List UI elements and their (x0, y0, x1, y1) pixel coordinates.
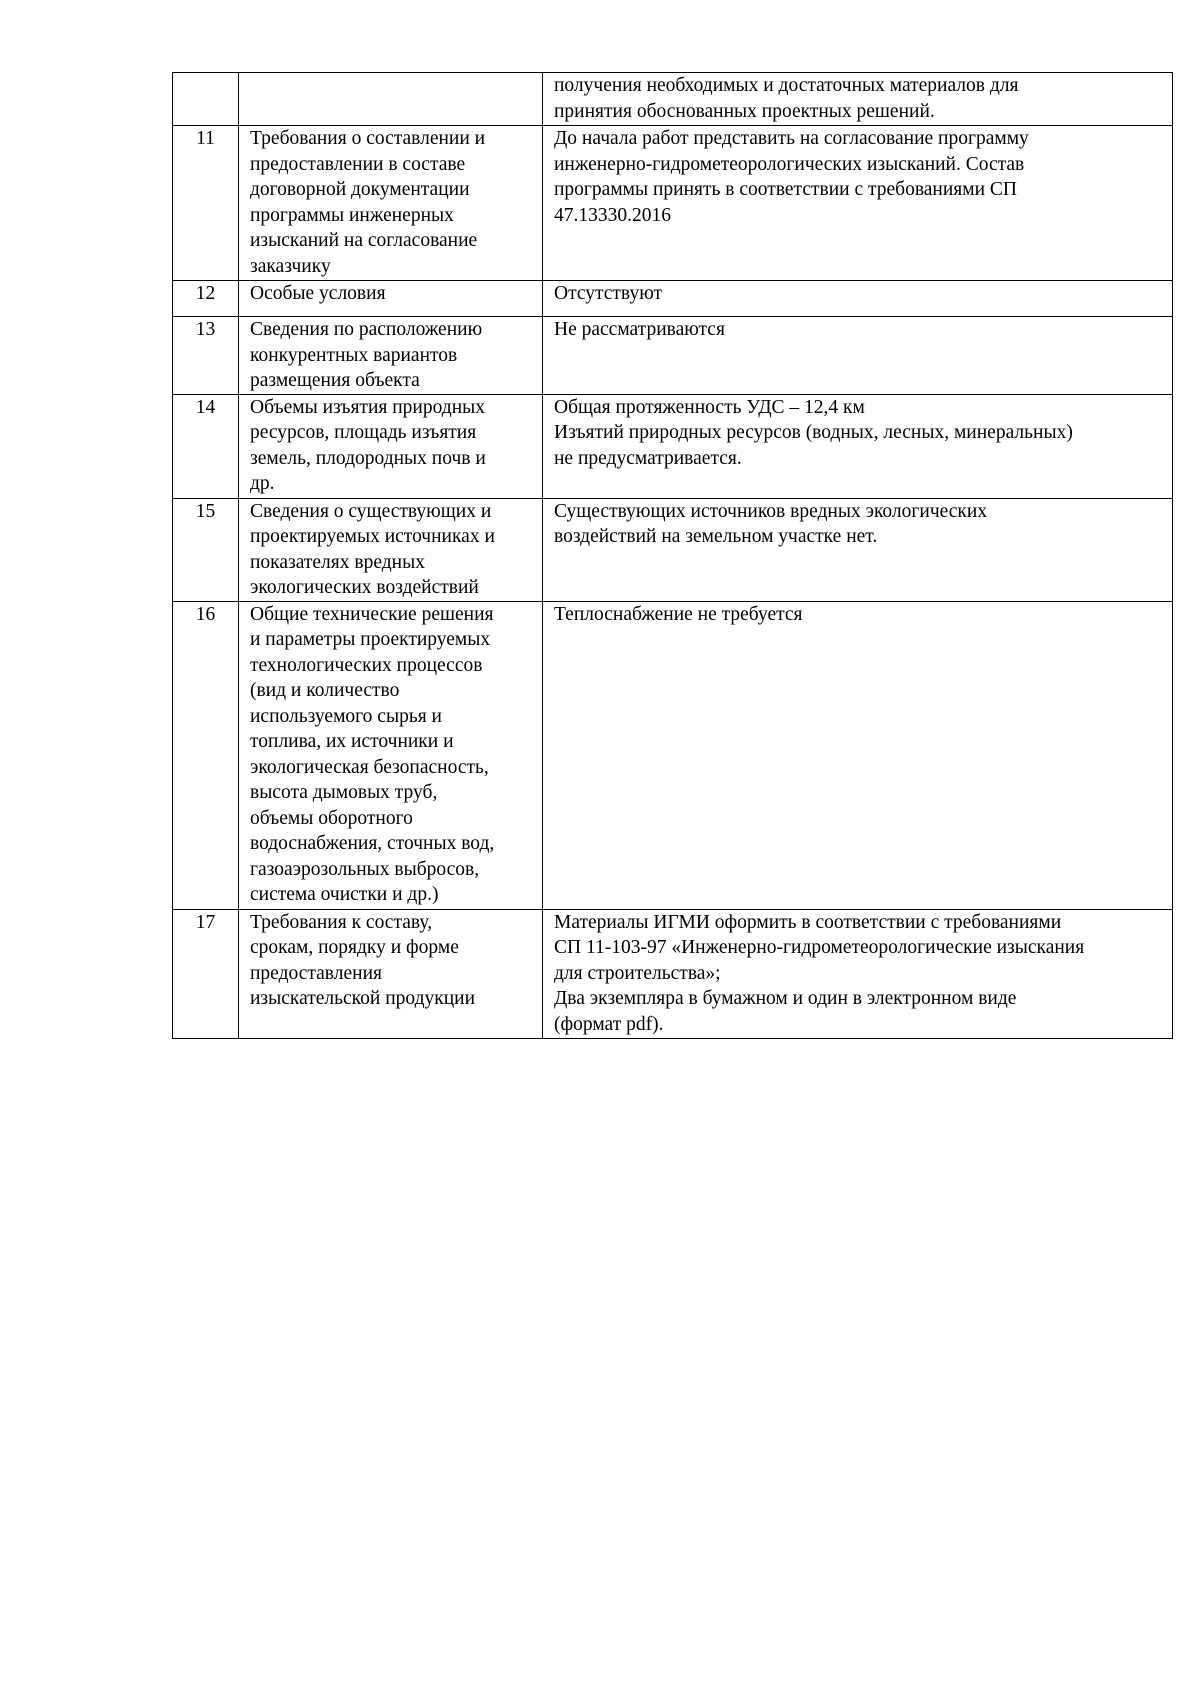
parameter-cell: Особые условия (239, 281, 543, 317)
row-number-cell: 11 (173, 126, 239, 281)
row-number-cell: 14 (173, 394, 239, 498)
parameter-cell: Сведения по расположению конкурентных вариантов размещения объекта (239, 317, 543, 395)
table-row (173, 909, 1173, 1038)
value-cell: Отсутствуют (543, 281, 1173, 317)
row-number-cell: 15 (173, 498, 239, 601)
value-cell: Теплоснабжение не требуется (543, 601, 1173, 909)
row-number-cell: 12 (173, 281, 239, 317)
parameter-cell (239, 73, 543, 126)
row-number-cell (173, 73, 239, 126)
table-row (173, 601, 1173, 909)
requirements-table (172, 72, 1173, 1039)
parameter-cell: Требования к составу, срокам, порядку и форме предоставления изыскательской продукции (239, 909, 543, 1038)
table-row (173, 394, 1173, 498)
value-cell: До начала работ представить на согласование программу инженерно-гидрометеорологических изысканий. Состав программы принять в соответствии с требованиями СП 47.13330.2016 (543, 126, 1173, 281)
value-cell: получения необходимых и достаточных материалов для принятия обоснованных проектных решений. (543, 73, 1173, 126)
table-row (173, 73, 1173, 126)
parameter-cell: Требования о составлении и предоставлении в составе договорной документации программы инженерных изысканий на согласование заказчику (239, 126, 543, 281)
parameter-cell: Объемы изъятия природных ресурсов, площадь изъятия земель, плодородных почв и др. (239, 394, 543, 498)
value-cell: Не рассматриваются (543, 317, 1173, 395)
value-cell: Материалы ИГМИ оформить в соответствии с требованиями СП 11-103-97 «Инженерно-гидрометеорологические изыскания для строительства»; Два экземпляра в бумажном и один в электронном виде (формат pdf). (543, 909, 1173, 1038)
row-number-cell: 16 (173, 601, 239, 909)
value-cell: Существующих источников вредных экологических воздействий на земельном участке нет. (543, 498, 1173, 601)
value-cell: Общая протяженность УДС – 12,4 км Изъятий природных ресурсов (водных, лесных, минеральных) не предусматривается. (543, 394, 1173, 498)
table-row (173, 126, 1173, 281)
table-row (173, 317, 1173, 395)
parameter-cell: Сведения о существующих и проектируемых источниках и показателях вредных экологических воздействий (239, 498, 543, 601)
table-row (173, 281, 1173, 317)
table-row (173, 498, 1173, 601)
row-number-cell: 17 (173, 909, 239, 1038)
row-number-cell: 13 (173, 317, 239, 395)
parameter-cell: Общие технические решения и параметры проектируемых технологических процессов (вид и количество используемого сырья и топлива, их источники и экологическая безопасность, высота дымовых труб, объемы оборотного водоснабжения, сточных вод, газоаэрозольных выбросов, система очистки и др.) (239, 601, 543, 909)
